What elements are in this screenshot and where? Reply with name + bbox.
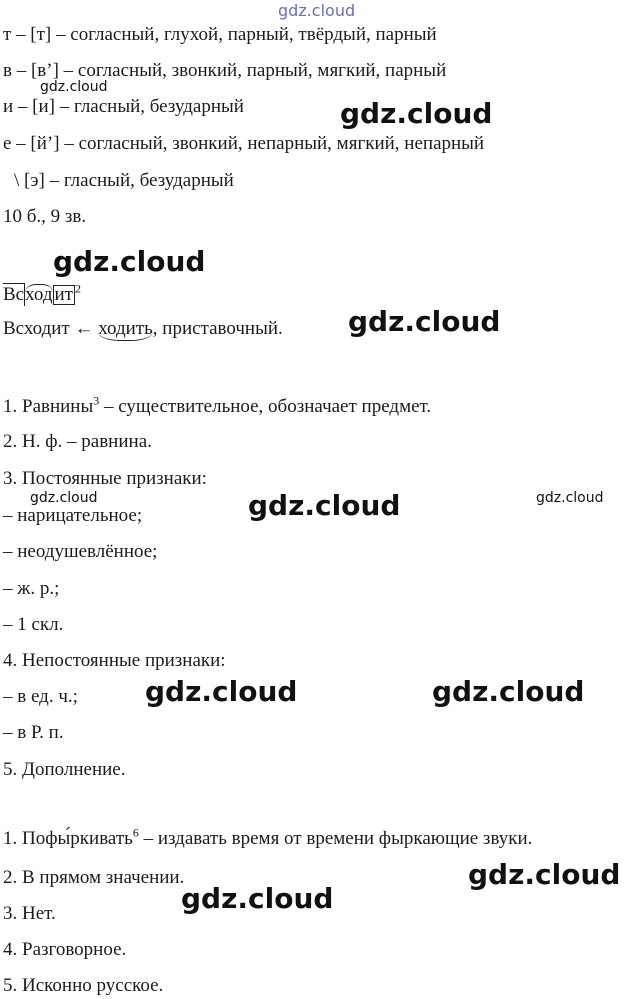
list-item: – в ед. ч.;: [3, 686, 78, 707]
noun-analysis-lead: [3, 393, 432, 418]
list-item: 3. Постоянные признаки:: [3, 468, 207, 489]
list-item: 5. Дополнение.: [3, 759, 126, 780]
watermark: gdz.cloud: [181, 882, 334, 915]
phonetic-line: и – [и] – гласный, безударный: [3, 96, 244, 117]
morpheme-word: [3, 283, 81, 306]
root-morpheme: ход: [25, 284, 53, 305]
list-item: – 1 скл.: [3, 614, 64, 635]
noun-description: – существительное, обозначает предмет.: [99, 396, 432, 417]
ending-morpheme: ит: [54, 284, 73, 305]
lexical-description: – издавать время от времени фыркающие звуки.: [138, 828, 533, 849]
list-item: 4. Разговорное.: [3, 939, 127, 960]
list-item: 5. Исконно русское.: [3, 975, 164, 996]
watermark: gdz.cloud: [145, 675, 298, 708]
phonetic-line: т – [т] – согласный, глухой, парный, твёрдый, парный: [3, 24, 437, 45]
watermark: gdz.cloud: [248, 489, 401, 522]
watermark: gdz.cloud: [40, 79, 108, 95]
watermark: gdz.cloud: [468, 858, 621, 891]
phonetic-line: е – [й’] – согласный, звонкий, непарный, мягкий, непарный: [3, 133, 485, 154]
watermark: gdz.cloud: [340, 97, 493, 130]
phonetic-summary: 10 б., 9 зв.: [3, 206, 87, 227]
lexical-analysis-lead: [3, 825, 533, 850]
prefix-morpheme: Вс: [3, 284, 25, 305]
watermark: gdz.cloud: [53, 245, 206, 278]
watermark: gdz.cloud: [30, 490, 98, 506]
list-item: – в Р. п.: [3, 722, 64, 743]
derivation-type: , приставочный.: [152, 318, 283, 339]
derivation-line: [3, 318, 283, 341]
watermark: gdz.cloud: [432, 675, 585, 708]
list-item: 4. Непостоянные признаки:: [3, 650, 226, 671]
phonetic-line: \ [э] – гласный, безударный: [14, 170, 234, 191]
derivation-word: Всходит ←: [3, 318, 99, 339]
derivation-base: ходить: [98, 318, 153, 339]
lexical-word: 1. Пофы́ркивать: [3, 828, 133, 849]
noun-word: 1. Равнины: [3, 396, 94, 417]
list-item: 3. Нет.: [3, 903, 56, 924]
watermark: gdz.cloud: [536, 490, 604, 506]
task-mark: 3: [93, 393, 100, 408]
list-item: – неодушевлённое;: [3, 541, 158, 562]
list-item: – нарицательное;: [3, 505, 143, 526]
task-mark: 6: [132, 825, 139, 840]
watermark: gdz.cloud: [348, 305, 501, 338]
list-item: 2. В прямом значении.: [3, 867, 185, 888]
phonetic-line: в – [в’] – согласный, звонкий, парный, мягкий, парный: [3, 60, 447, 81]
task-mark: 2: [75, 281, 81, 296]
list-item: 2. Н. ф. – равнина.: [3, 431, 152, 452]
list-item: – ж. р.;: [3, 578, 60, 599]
watermark: gdz.cloud: [278, 1, 356, 20]
